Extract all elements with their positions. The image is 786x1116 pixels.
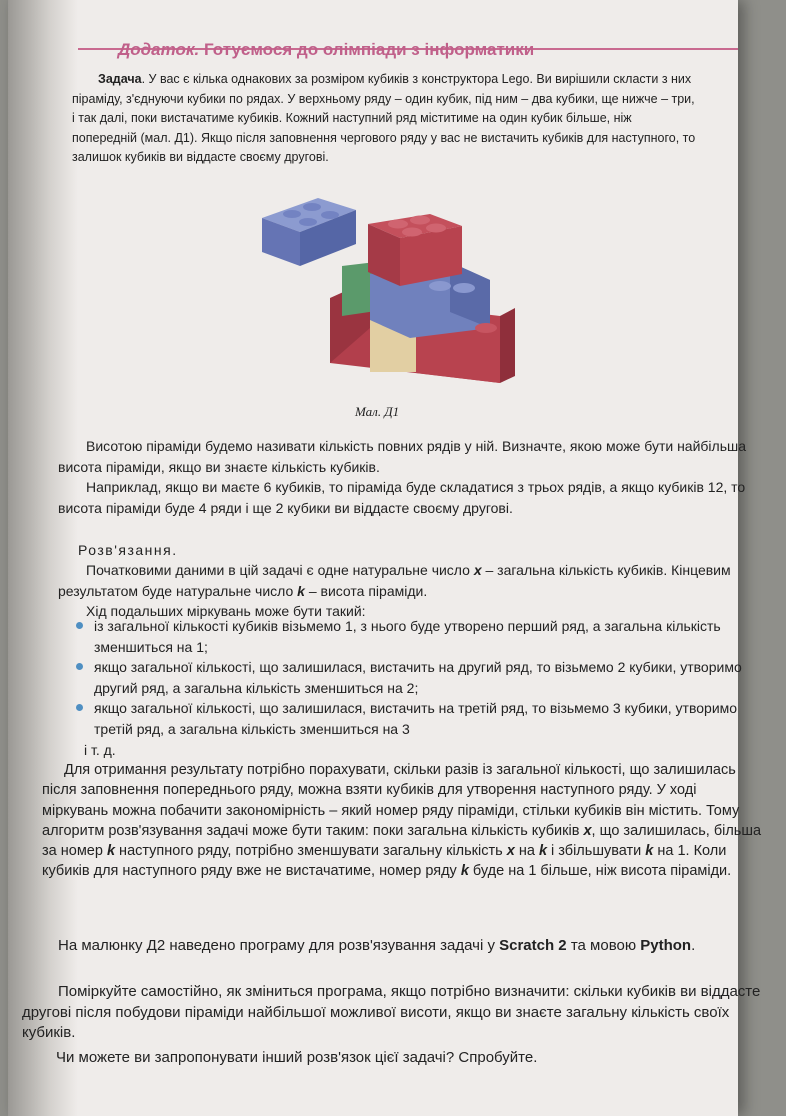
variable-k: k — [538, 843, 548, 860]
heading-prefix: Додаток. — [118, 40, 200, 59]
variable-k: k — [645, 843, 654, 860]
variable-x: x — [506, 843, 515, 860]
python-label: Python — [640, 937, 692, 954]
paragraph-exercise: Поміркуйте самостійно, як зміниться програма, якщо потрібно визначити: скільки кубиків ви віддасте другові після побудови піраміди найбільшої можливої висоти, якщо ви знаєте загальну кількість своїх кубиків. — [22, 983, 761, 1041]
variable-k: k — [460, 863, 469, 880]
p6-text-a: На малюнку Д2 наведено програму для розв'язування задачі у — [58, 937, 500, 954]
variable-k: k — [106, 843, 116, 860]
bullet-icon — [76, 622, 83, 629]
list-item — [74, 698, 758, 739]
paragraph-height-definition: Висотою піраміди будемо називати кількість повних рядів у ній. Визначте, якою може бути найбільша висота піраміди, якщо ви знаєте кількість кубиків. — [58, 438, 747, 475]
variable-x: x — [583, 822, 592, 839]
step-1-text: із загальної кількості кубиків візьмемо 1, з нього буде утворено перший ряд, а загальна кількість зменшиться на 1; — [94, 618, 721, 655]
p3-text-a: Початковими даними в цій задачі є одне натуральне число — [86, 562, 474, 578]
step-2-text: якщо загальної кількості, що залишилася, вистачить на другий ряд, то візьмемо 2 кубики, утворимо другий ряд, а загальна кількість зменшиться на 2; — [94, 659, 742, 696]
p6-text-c: . — [691, 937, 696, 954]
p6-text-b: та мовою — [566, 937, 641, 954]
p5-text-c: наступного ряду, потрібно зменшувати загальну кількість — [115, 843, 507, 860]
reasoning-steps-list — [58, 616, 758, 739]
etc-text: і т. д. — [84, 742, 116, 758]
p5-text-f: на 1. Коли кубиків для наступного ряду вже не вистачатиме, номер ряду — [42, 843, 727, 880]
task-text: . У вас є кілька однакових за розміром кубиків з конструктора Lego. Ви вирішили скласти з них піраміду, з'єднуючи кубики по рядах. У верхньому ряду – один кубик, під ним – два кубики, ще нижче – три, і так далі, поки вистачатиме кубиків. Кожний наступний ряд міститиме на один кубик більше, ніж попередній (мал. Д1). Якщо після заповнення чергового ряду у вас не вистачить кубиків для наступного, то залишок кубиків ви віддасте своєму другові. — [72, 72, 696, 164]
variable-k: k — [297, 582, 305, 599]
variable-x: x — [473, 562, 482, 578]
p5-text-d: на — [514, 843, 539, 860]
bullet-icon — [76, 704, 83, 711]
top-red-brick — [368, 214, 462, 286]
lego-pyramid-illustration — [250, 188, 550, 398]
step-3-text: якщо загальної кількості, що залишилася, вистачить на третій ряд, то візьмемо 3 кубики, утворимо третій ряд, а загальна кількість зменшиться на 3 — [94, 700, 738, 737]
paragraph-example: Наприклад, якщо ви маєте 6 кубиків, то піраміда буде складатися з трьох рядів, а якщо кубиків 12, то висота піраміди буде 4 ряди і ще 2 кубики ви віддасте своєму другові. — [58, 479, 746, 516]
heading-title: Готуємося до олімпіади з інформатики — [199, 40, 535, 59]
bullet-icon — [76, 663, 83, 670]
paragraph-input-output — [58, 560, 758, 601]
figure-caption: Мал. Д1 — [355, 404, 400, 419]
scratch-label: Scratch 2 — [499, 937, 567, 954]
p3-text-b: – загальна кількість кубиків. Кінцевим результатом буде натуральне число — [58, 562, 731, 599]
p3-text-c: – висота піраміди. — [304, 582, 428, 599]
page-heading — [118, 40, 718, 60]
paragraph-program-reference — [30, 936, 760, 957]
paragraph-reasoning-intro: Хід подальших міркувань може бути такий: — [86, 603, 366, 619]
solution-label: Розв'язання. — [78, 542, 178, 558]
list-item — [74, 616, 758, 657]
p5-text-b: , що залишилась, більша за номер — [42, 822, 762, 860]
task-label: Задача — [98, 72, 142, 86]
task-paragraph — [72, 70, 700, 168]
paragraph-challenge: Чи можете ви запропонувати інший розв'язок цієї задачі? Спробуйте. — [56, 1049, 538, 1066]
loose-blue-brick — [262, 198, 356, 266]
p5-text-g: буде на 1 більше, ніж висота піраміди. — [468, 863, 732, 880]
p5-text-e: і збільшувати — [547, 843, 646, 860]
paragraph-algorithm — [42, 760, 762, 882]
list-item — [74, 657, 758, 698]
p5-text-a: Для отримання результату потрібно порахувати, скільки разів із загальної кількості, що залишилась після заповнення попереднього ряду, можна взяти кубиків для утворення наступного ряду. У ході міркувань можна побачити закономірність – який номер ряду піраміди, стільки кубиків він містить. Тому алгоритм розв'язування задачі може бути таким: поки загальна кількість кубиків — [42, 762, 740, 839]
